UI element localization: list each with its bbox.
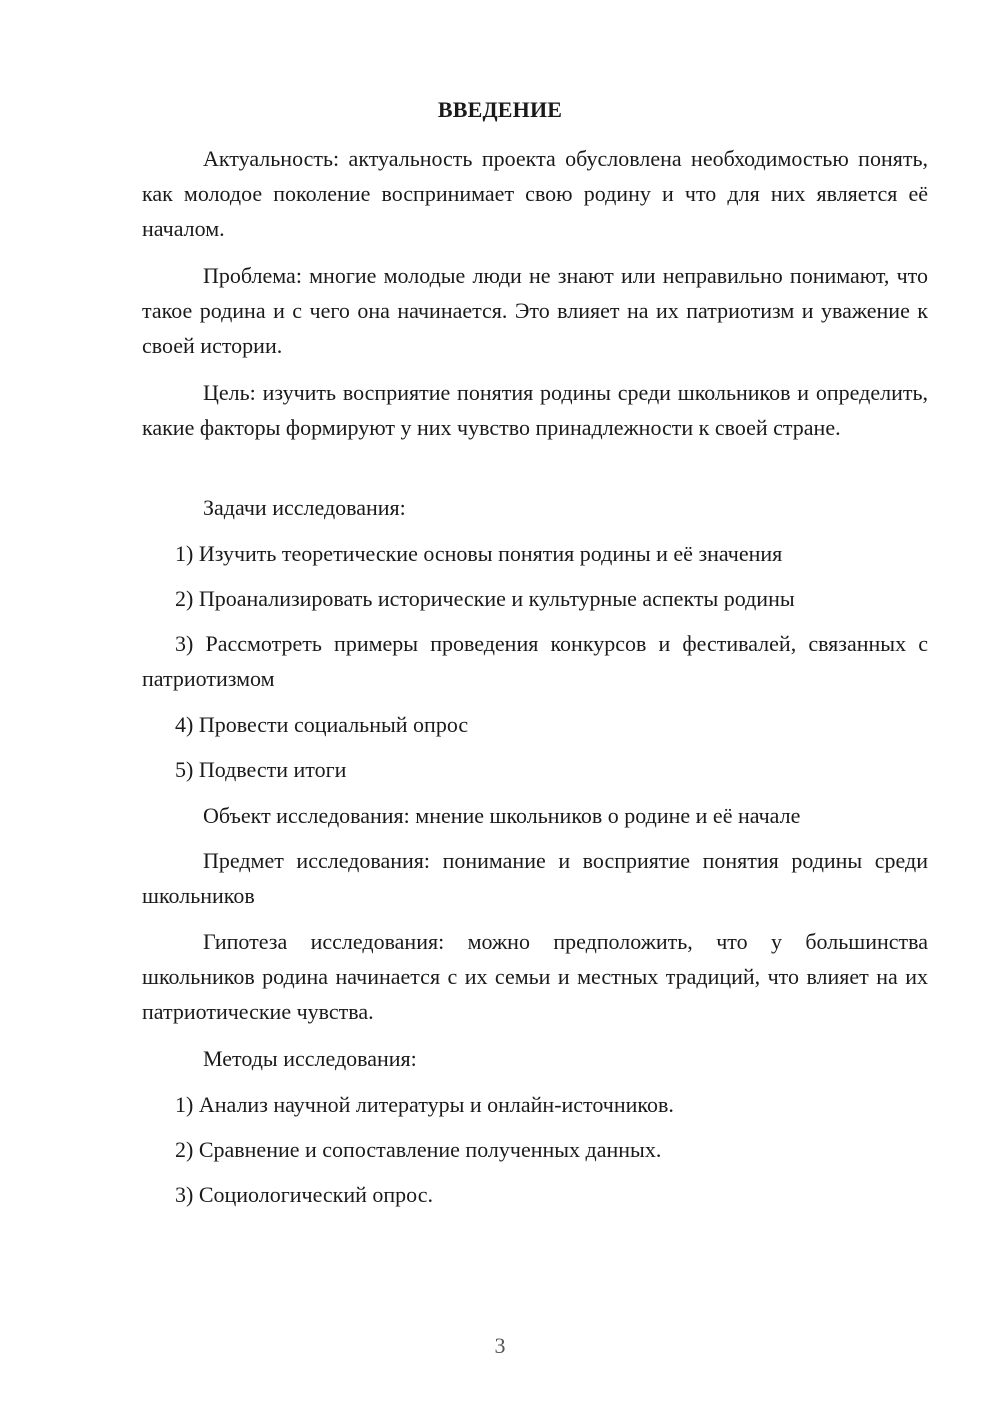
method-item-1: 1) Анализ научной литературы и онлайн-источников. [175,1092,674,1117]
task-item-3: 3) Рассмотреть примеры проведения конкурсов и фестивалей, связанных с патриотизмом [142,631,928,691]
task-item-2: 2) Проанализировать исторические и культурные аспекты родины [175,586,795,611]
method-item-2: 2) Сравнение и сопоставление полученных данных. [175,1137,662,1162]
section-title: ВВЕДЕНИЕ [437,97,563,122]
object-paragraph: Объект исследования: мнение школьников о родине и её начале [203,803,801,828]
subject-paragraph: Предмет исследования: понимание и восприятие понятия родины среди школьников [142,848,928,908]
goal-paragraph: Цель: изучить восприятие понятия родины среди школьников и определить, какие факторы формируют у них чувство принадлежности к своей стране. [142,380,928,440]
task-item-1: 1) Изучить теоретические основы понятия родины и её значения [175,541,783,566]
methods-heading: Методы исследования: [203,1046,417,1071]
relevance-paragraph: Актуальность: актуальность проекта обусловлена необходимостью понять, как молодое поколение воспринимает свою родину и что для них является её началом. [142,146,928,241]
method-item-3: 3) Социологический опрос. [175,1182,433,1207]
tasks-heading: Задачи исследования: [203,495,406,520]
problem-paragraph: Проблема: многие молодые люди не знают или неправильно понимают, что такое родина и с чего она начинается. Это влияет на их патриотизм и уважение к своей истории. [142,263,928,358]
task-item-4: 4) Провести социальный опрос [175,712,469,737]
page-number: 3 [494,1333,506,1358]
hypothesis-paragraph: Гипотеза исследования: можно предположить, что у большинства школьников родина начинается с их семьи и местных традиций, что влияет на их патриотические чувства. [142,929,928,1024]
task-item-5: 5) Подвести итоги [175,757,347,782]
